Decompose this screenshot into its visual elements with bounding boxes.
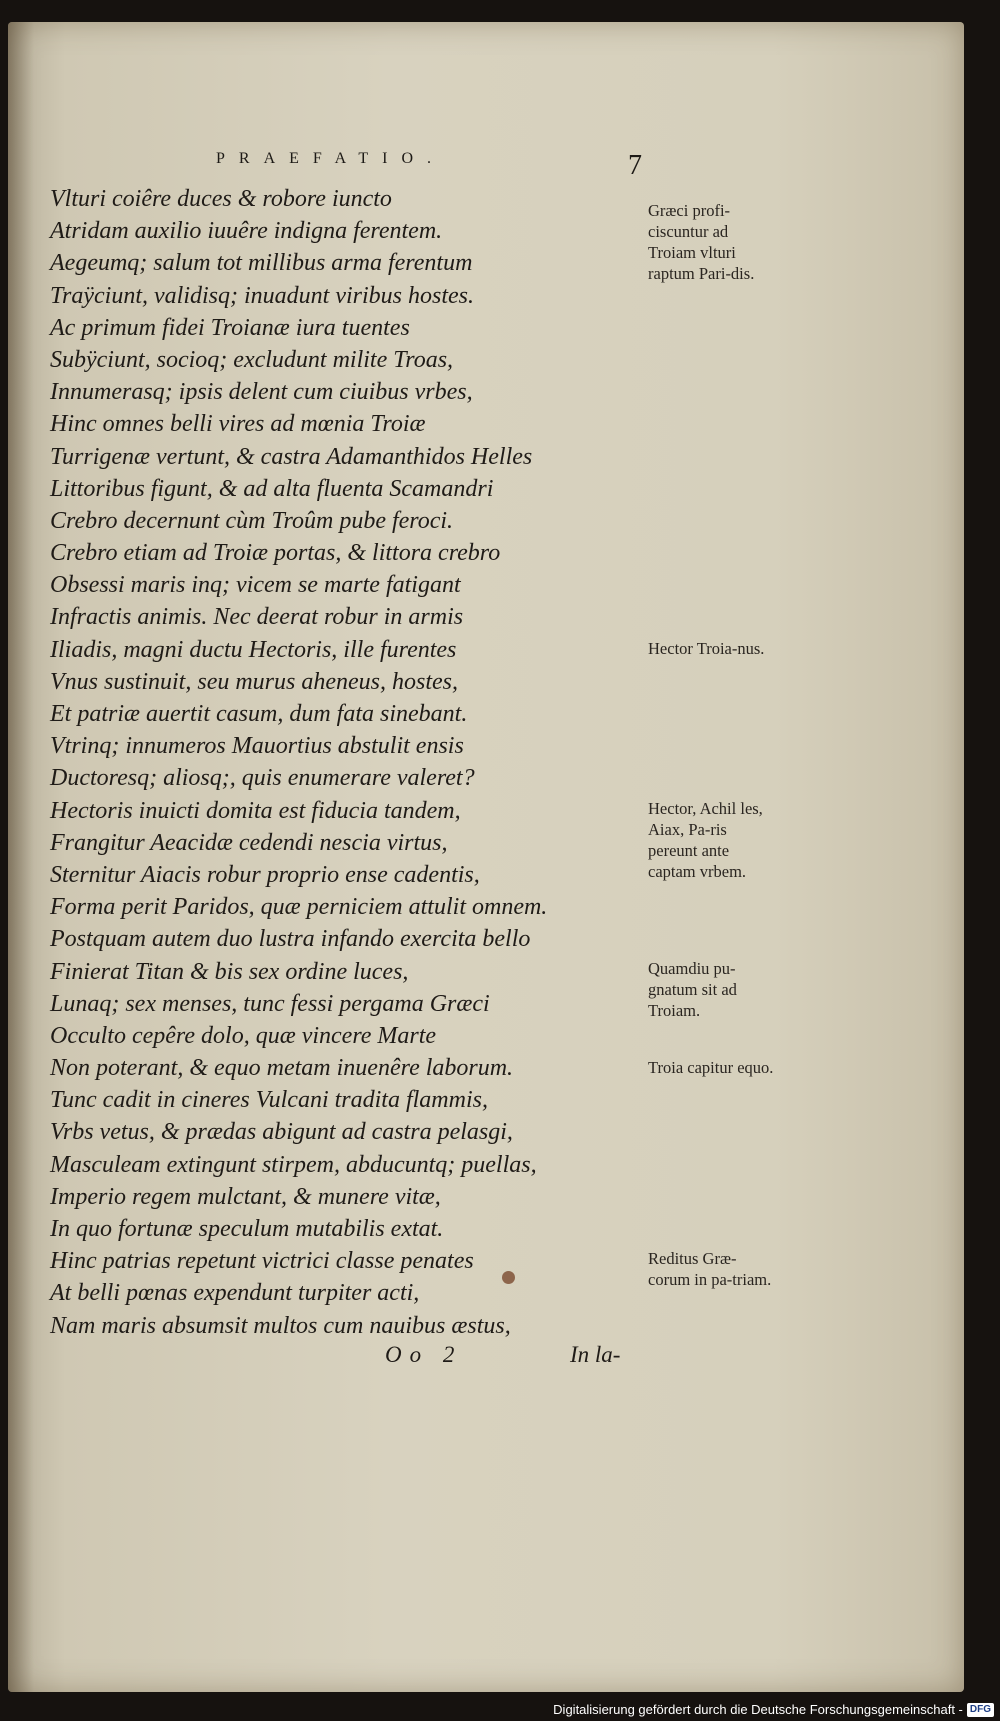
verse-line: Vtrinq; innumeros Mauortius abstulit ensis: [50, 733, 464, 760]
verse-line: Ac primum fidei Troianæ iura tuentes: [50, 314, 410, 341]
marginal-note: Quamdiu pu-gnatum sit ad Troiam.: [648, 959, 737, 1020]
marginal-note: Hector Troia-nus.: [648, 639, 765, 658]
ink-stain: [502, 1271, 515, 1284]
verse-line: Sternitur Aiacis robur proprio ense cadentis,: [50, 861, 480, 888]
verse-line: Aegeumq; salum tot millibus arma ferentum: [50, 250, 473, 277]
digitization-credit: [553, 1701, 994, 1719]
verse-line: Innumerasq; ipsis delent cum ciuibus vrbes,: [50, 379, 473, 406]
marginal-note: Troia capitur equo.: [648, 1058, 774, 1077]
verse-line: Littoribus figunt, & ad alta fluenta Scamandri: [50, 475, 494, 502]
verse-line: Traÿciunt, validisq; inuadunt viribus hostes.: [50, 282, 474, 309]
verse-line: Vlturi coiêre duces & robore iuncto: [50, 186, 392, 212]
verse-line: Postquam autem duo lustra infando exercita bello: [50, 926, 531, 953]
marginal-note: Græci profi-ciscuntur ad Troiam vlturi raptum Pari-dis.: [648, 201, 755, 283]
verse-line: Imperio regem mulctant, & munere vitæ,: [50, 1183, 441, 1210]
credit-text: Digitalisierung gefördert durch die Deutsche Forschungsgemeinschaft -: [553, 1702, 963, 1717]
verse-line: Forma perit Paridos, quæ perniciem attulit omnem.: [50, 894, 548, 921]
verse-line: Vrbs vetus, & prædas abigunt ad castra pelasgi,: [50, 1119, 513, 1146]
page-gutter-shadow: [8, 22, 34, 1692]
verse-line: Hinc omnes belli vires ad mœnia Troiæ: [50, 411, 426, 438]
verse-line: Iliadis, magni ductu Hectoris, ille furentes: [50, 636, 457, 663]
catchword: In la-: [570, 1342, 621, 1367]
verse-line: Lunaq; sex menses, tunc fessi pergama Græci: [50, 990, 490, 1017]
verse-line: Et patriæ auertit casum, dum fata sinebant.: [50, 701, 468, 727]
verse-line: Occulto cepêre dolo, quæ vincere Marte: [50, 1022, 437, 1049]
verse-line: Infractis animis. Nec deerat robur in armis: [50, 604, 464, 631]
verse-line: Crebro etiam ad Troiæ portas, & littora crebro: [50, 540, 501, 567]
verse-line: Ductoresq; aliosq;, quis enumerare valeret?: [50, 765, 475, 792]
page-number: 7: [628, 150, 642, 181]
verse-line: Turrigenæ vertunt, & castra Adamanthidos Helles: [50, 443, 533, 470]
marginal-note: Reditus Græ-corum in pa-triam.: [648, 1249, 772, 1289]
verse-line: Vnus sustinuit, seu murus aheneus, hostes,: [50, 668, 458, 695]
verse-line: Tunc cadit in cineres Vulcani tradita flammis,: [50, 1087, 488, 1114]
verse-line: Hectoris inuicti domita est fiducia tandem,: [50, 797, 461, 824]
verse-line: At belli pœnas expendunt turpiter acti,: [50, 1280, 420, 1307]
verse-line: In quo fortunæ speculum mutabilis extat.: [50, 1216, 444, 1242]
verse-line: Obsessi maris inq; vicem se marte fatigant: [50, 572, 461, 599]
verse-line: Hinc patrias repetunt victrici classe penates: [50, 1248, 474, 1275]
verse-line: Non poterant, & equo metam inuenêre laborum.: [50, 1055, 514, 1082]
marginal-note: Hector, Achil les, Aiax, Pa-ris pereunt ante captam vrbem.: [648, 799, 763, 881]
dfg-logo: DFG: [967, 1703, 994, 1717]
verse-line: Masculeam extingunt stirpem, abducuntq; puellas,: [50, 1151, 537, 1178]
verse-block: [50, 183, 610, 1342]
verse-line: Subÿciunt, socioq; excludunt milite Troas,: [50, 346, 454, 373]
verse-line: Frangitur Aeacidæ cedendi nescia virtus,: [50, 829, 448, 856]
verse-line: Atridam auxilio iuuêre indigna ferentem.: [50, 218, 443, 245]
verse-line: Crebro decernunt cùm Troûm pube feroci.: [50, 507, 454, 534]
signature-mark: Oo 2: [385, 1342, 463, 1367]
running-head: PRAEFATIO.: [216, 150, 446, 167]
verse-line: Nam maris absumsit multos cum nauibus æstus,: [50, 1312, 511, 1339]
verse-line: Finierat Titan & bis sex ordine luces,: [50, 958, 409, 985]
